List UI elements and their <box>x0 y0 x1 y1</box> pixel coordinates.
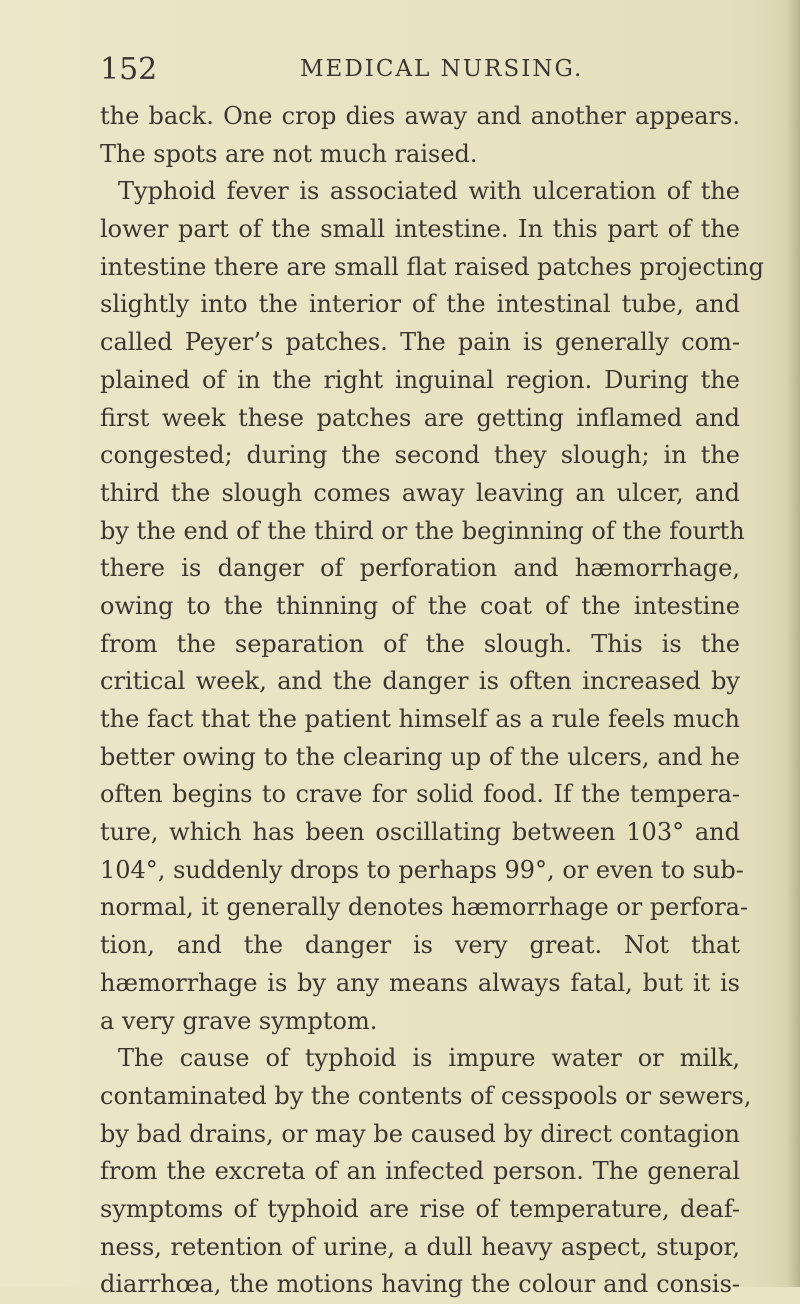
running-title: MEDICAL NURSING. <box>300 56 584 82</box>
text-line: a very grave symptom. <box>100 1006 378 1035</box>
text-line: owing to the thinning of the coat of the intestine <box>100 591 740 620</box>
text-line: plained of in the right inguinal region. During the <box>100 365 740 394</box>
text-line: symptoms of typhoid are rise of temperature, deaf- <box>100 1194 740 1223</box>
text-line: from the separation of the slough. This is the <box>100 629 740 658</box>
page-number: 152 <box>100 52 158 87</box>
text-line: third the slough comes away leaving an ulcer, and <box>100 478 740 507</box>
text-line: tion, and the danger is very great. Not that <box>100 931 740 960</box>
text-line: Typhoid fever is associated with ulceration of the <box>118 177 740 206</box>
text-line: slightly into the interior of the intestinal tube, and <box>100 290 740 319</box>
text-line: better owing to the clearing up of the ulcers, and he <box>100 742 740 771</box>
text-line: by the end of the third or the beginning of the fourth <box>100 516 745 545</box>
page-header <box>100 52 720 92</box>
text-line: there is danger of perforation and hæmorrhage, <box>100 554 740 583</box>
text-line: from the excreta of an infected person. The general <box>100 1157 740 1186</box>
text-line: contaminated by the contents of cesspools or sewers, <box>100 1081 752 1110</box>
text-line: congested; during the second they slough; in the <box>100 441 740 470</box>
text-line: 104°, suddenly drops to perhaps 99°, or even to sub- <box>100 855 744 884</box>
body-text <box>100 98 764 1304</box>
text-line: called Peyer’s patches. The pain is generally com- <box>100 328 740 357</box>
text-line: lower part of the small intestine. In this part of the <box>100 215 740 244</box>
text-line: the back. One crop dies away and another appears. <box>100 102 740 130</box>
text-line: diarrhœa, the motions having the colour and consis- <box>100 1270 740 1299</box>
text-line: critical week, and the danger is often increased by <box>100 667 740 696</box>
text-line: first week these patches are getting inflamed and <box>100 403 740 432</box>
text-line: The cause of typhoid is impure water or milk, <box>118 1044 740 1073</box>
text-line: The spots are not much raised. <box>100 139 478 168</box>
page-edge-shadow <box>786 0 800 1287</box>
text-line: hæmorrhage is by any means always fatal, but it is <box>100 968 740 997</box>
text-line: by bad drains, or may be caused by direct contagion <box>100 1119 740 1148</box>
text-line: intestine there are small flat raised patches projecting <box>100 252 764 281</box>
text-line: often begins to crave for solid food. If the tempera- <box>100 780 740 809</box>
text-line: ture, which has been oscillating between 103° and <box>100 818 740 847</box>
text-line: normal, it generally denotes hæmorrhage or perfora- <box>100 893 749 922</box>
text-line: ness, retention of urine, a dull heavy aspect, stupor, <box>100 1232 740 1261</box>
text-line: the fact that the patient himself as a rule feels much <box>100 705 740 733</box>
